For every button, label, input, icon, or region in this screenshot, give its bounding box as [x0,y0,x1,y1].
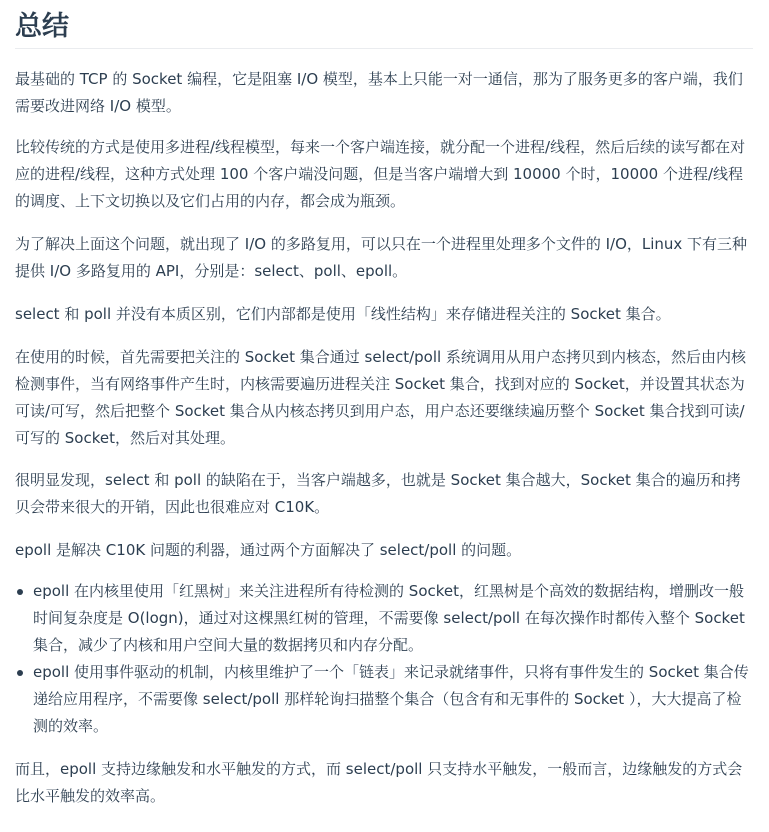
paragraph-select-defects: 很明显发现，select 和 poll 的缺陷在于，当客户端越多，也就是 Socket 集合越大，Socket 集合的遍历和拷贝会带来很大的开销，因此也很难应对 C10K。 [15,471,741,516]
list-item [15,578,753,659]
paragraph-epoll-intro: epoll 是解决 C10K 问题的利器，通过两个方面解决了 select/poll 的问题。 [15,541,522,559]
paragraph-edge-trigger: 而且，epoll 支持边缘触发和水平触发的方式，而 select/poll 只支持水平触发，一般而言，边缘触发的方式会比水平触发的效率高。 [15,760,743,805]
paragraph-multi-process: 比较传统的方式是使用多进程/线程模型，每来一个客户端连接，就分配一个进程/线程，然后后续的读写都在对应的进程/线程，这种方式处理 100 个客户端没问题，但是当客户端增大到 10000 个时，10000 个进程/线程的调度、上下文切换以及它们占用的内存，都会成为瓶颈。 [15,138,746,210]
list-item-text: epoll 在内核里使用「红黑树」来关注进程所有待检测的 Socket，红黑树是个高效的数据结构，增删改一般时间复杂度是 O(logn)，通过对这棵黑红树的管理，不需要像 select/poll 在每次操作时都传入整个 Socket 集合，减少了内核和用户空间大量的数据拷贝和内存分配。 [33,582,745,654]
list-item-text: epoll 使用事件驱动的机制，内核里维护了一个「链表」来记录就绪事件，只将有事件发生的 Socket 集合传递给应用程序，不需要像 select/poll 那样轮询扫描整个集合（包含有和无事件的 Socket ），大大提高了检测的效率。 [33,663,749,735]
paragraph-io-multiplexing: 为了解决上面这个问题，就出现了 I/O 的多路复用，可以只在一个进程里处理多个文件的 I/O，Linux 下有三种提供 I/O 多路复用的 API，分别是：select、poll、epoll。 [15,235,748,280]
paragraph-select-usage: 在使用的时候，首先需要把关注的 Socket 集合通过 select/poll 系统调用从用户态拷贝到内核态，然后由内核检测事件，当有网络事件产生时，内核需要遍历进程关注 Socket 集合，找到对应的 Socket，并设置其状态为可读/可写，然后把整个 Socket 集合从内核态拷贝到用户态，用户态还要继续遍历整个 Socket 集合找到可读/可写的 Socket，然后对其处理。 [15,348,746,447]
list-item [15,659,753,740]
paragraph-select-poll: select 和 poll 并没有本质区别，它们内部都是使用「线性结构」来存储进程关注的 Socket 集合。 [15,305,671,323]
section-heading: 总结 [15,0,753,49]
bullet-icon [17,670,23,676]
paragraph-blocking-io: 最基础的 TCP 的 Socket 编程，它是阻塞 I/O 模型，基本上只能一对一通信，那为了服务更多的客户端，我们需要改进网络 I/O 模型。 [15,70,743,115]
bullet-icon [17,589,23,595]
epoll-feature-list [15,578,753,740]
